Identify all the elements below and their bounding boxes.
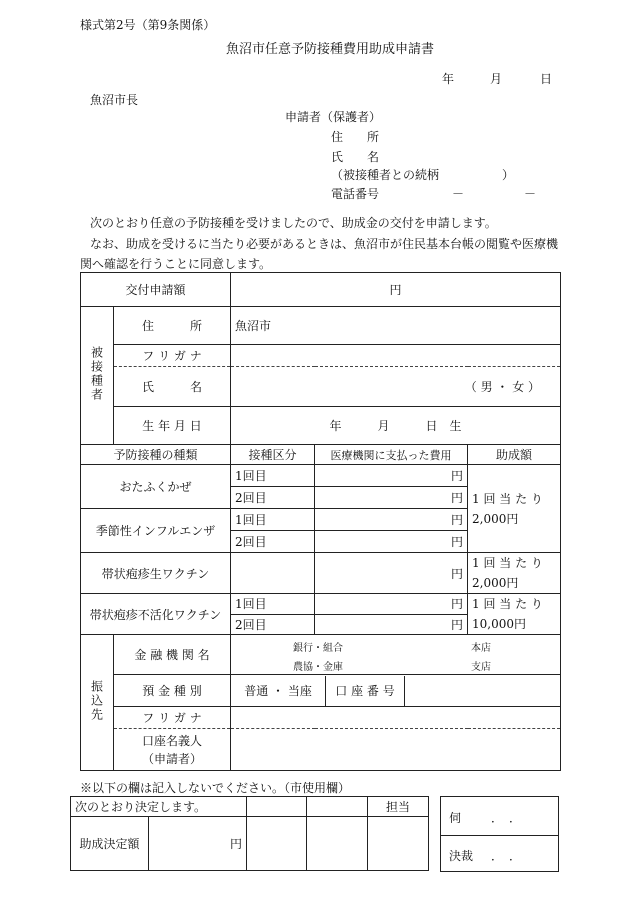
- zoster-inact-fee-1[interactable]: 円: [315, 594, 468, 615]
- form-number: 様式第2号（第9条関係）: [80, 18, 216, 32]
- vaccine-zoster-live: 帯状疱疹生ワクチン: [81, 553, 231, 594]
- recipient-name-field[interactable]: [231, 367, 561, 407]
- office-decided-label: 次のとおり決定します。: [71, 797, 247, 817]
- applicant-relation-label: （被接種者との続柄: [331, 168, 440, 182]
- deposit-row: [231, 675, 561, 707]
- deposit-type-label: 預 金 種 別: [114, 675, 231, 707]
- office-stamp-2b: [307, 817, 368, 871]
- subsidy-zoster-live: 1 回 当 た り 2,000円: [468, 553, 561, 594]
- flu-dose-2: 2回目: [231, 531, 315, 553]
- statement-paragraph-1: 次のとおり任意の予防接種を受けましたので、助成金の交付を申請します。: [90, 216, 497, 230]
- office-charge-stamp: [368, 817, 429, 871]
- recipient-group-label: 被接種者: [81, 307, 114, 445]
- subsidy-10000: 1 回 当 た り 10,000円: [468, 594, 561, 635]
- office-note: ※以下の欄は記入しないでください。（市使用欄）: [80, 781, 351, 795]
- vaccine-influenza: 季節性インフルエンザ: [81, 509, 231, 553]
- applicant-phone-label: 電話番号: [331, 187, 380, 201]
- mumps-dose-2: 2回目: [231, 487, 315, 509]
- office-stamp-2: [307, 797, 368, 817]
- approval-box: [440, 796, 559, 872]
- recipient-furigana-label: フ リ ガ ナ: [114, 345, 231, 367]
- transfer-group-label: 振込先: [81, 635, 114, 771]
- zoster-inact-dose-1: 1回目: [231, 594, 315, 615]
- bank-name-label: 金 融 機 関 名: [114, 635, 231, 675]
- page-title: 魚沼市任意予防接種費用助成申請書: [226, 42, 435, 57]
- applicant-name-label: 氏 名: [331, 150, 380, 164]
- decision-amount-field: 円: [149, 817, 247, 871]
- zoster-inact-dose-2: 2回目: [231, 614, 315, 635]
- applicant-heading: 申請者（保護者）: [285, 110, 382, 124]
- date-year: 年: [442, 72, 455, 86]
- holder-furigana-field[interactable]: [231, 707, 561, 729]
- applicant-relation-close: ）: [502, 168, 515, 182]
- recipient-furigana-field[interactable]: [231, 345, 561, 367]
- holder-name-label: 口座名義人 （申請者）: [114, 729, 231, 771]
- recipient-name-label: 氏 名: [114, 367, 231, 407]
- col-dose-class: 接種区分: [231, 445, 315, 465]
- col-subsidy: 助成額: [468, 445, 561, 465]
- application-table: [80, 272, 561, 771]
- flu-fee-1[interactable]: 円: [315, 509, 468, 531]
- office-stamp-1: [247, 797, 307, 817]
- inquiry-date: ． ．: [491, 811, 522, 825]
- statement-paragraph-2b: 関へ確認を行うことに同意します。: [80, 257, 272, 271]
- recipient-address-label: 住 所: [114, 307, 231, 345]
- applicant-address-label: 住 所: [331, 130, 380, 144]
- birth-date-field[interactable]: 年 月 日 生: [231, 407, 561, 445]
- subsidy-2000: 1 回 当 た り 2,000円: [468, 465, 561, 553]
- bank-type-1[interactable]: 銀行・組合: [293, 642, 344, 654]
- phone-dash-1: －: [452, 187, 465, 201]
- gender-select[interactable]: （ 男 ・ 女 ）: [464, 380, 541, 394]
- request-amount-yen: 円: [389, 283, 402, 297]
- office-stamp-1b: [247, 817, 307, 871]
- inquiry-label: 伺: [449, 811, 462, 825]
- holder-name-field[interactable]: [231, 729, 561, 771]
- date-month: 月: [490, 72, 503, 86]
- bank-name-field[interactable]: [231, 635, 561, 675]
- request-amount-label: 交付申請額: [81, 273, 231, 307]
- account-number-label: 口 座 番 号: [326, 676, 405, 706]
- account-number-field[interactable]: [405, 676, 560, 706]
- mumps-dose-1: 1回目: [231, 465, 315, 487]
- decision-amount-label: 助成決定額: [71, 817, 149, 871]
- mumps-fee-2[interactable]: 円: [315, 487, 468, 509]
- vaccine-zoster-inactivated: 帯状疱疹不活化ワクチン: [81, 594, 231, 635]
- office-charge-label: 担当: [368, 797, 429, 817]
- flu-fee-2[interactable]: 円: [315, 531, 468, 553]
- branch-1[interactable]: 本店: [471, 642, 492, 654]
- approval-date: ． ．: [491, 849, 522, 863]
- zoster-inact-fee-2[interactable]: 円: [315, 614, 468, 635]
- date-day: 日: [540, 72, 553, 86]
- office-decision-table: [70, 796, 429, 871]
- zoster-live-fee[interactable]: 円: [315, 553, 468, 594]
- birth-date-label: 生 年 月 日: [114, 407, 231, 445]
- addressee: 魚沼市長: [90, 93, 139, 107]
- zoster-live-dose: [231, 553, 315, 594]
- col-fee-paid: 医療機関に支払った費用: [315, 445, 468, 465]
- deposit-type-select[interactable]: 普通 ・ 当座: [231, 676, 326, 706]
- approval-label: 決裁: [449, 849, 474, 863]
- holder-furigana-label: フ リ ガ ナ: [114, 707, 231, 729]
- col-vaccine-type: 予防接種の種類: [81, 445, 231, 465]
- branch-2[interactable]: 支店: [471, 661, 492, 673]
- vaccine-mumps: おたふくかぜ: [81, 465, 231, 509]
- request-amount-field[interactable]: [231, 273, 561, 307]
- recipient-address-field[interactable]: 魚沼市: [231, 307, 561, 345]
- phone-dash-2: －: [524, 187, 537, 201]
- flu-dose-1: 1回目: [231, 509, 315, 531]
- statement-paragraph-2: なお、助成を受けるに当たり必要があるときは、魚沼市が住民基本台帳の閲覧や医療機: [90, 237, 559, 251]
- mumps-fee-1[interactable]: 円: [315, 465, 468, 487]
- bank-type-2[interactable]: 農協・金庫: [293, 661, 344, 673]
